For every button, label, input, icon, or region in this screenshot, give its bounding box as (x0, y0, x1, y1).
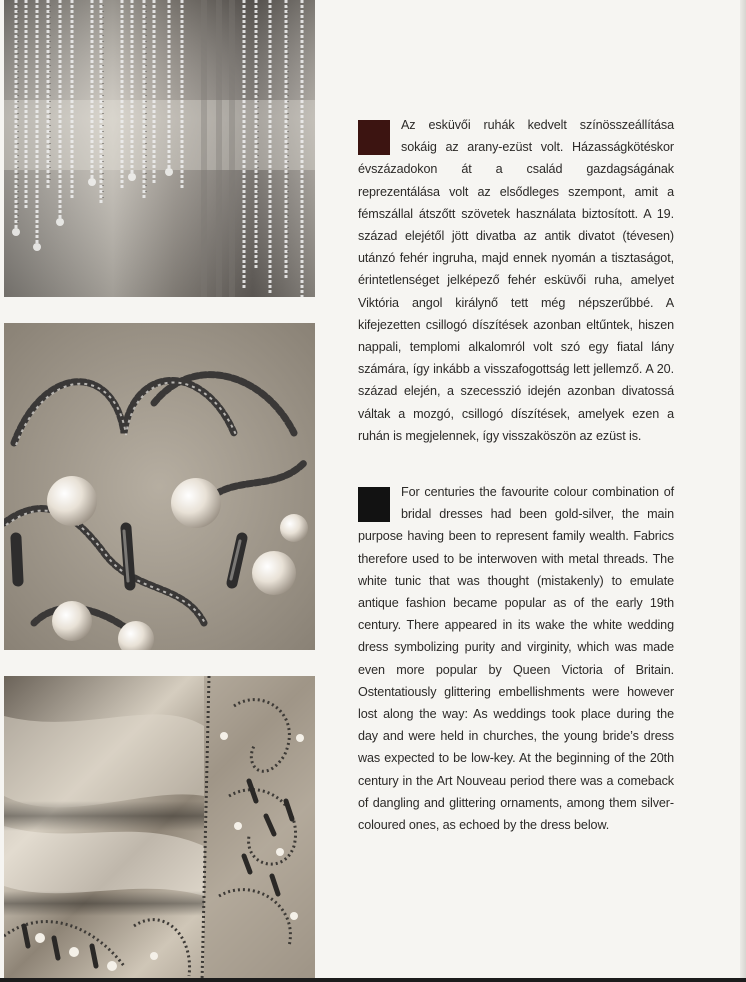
page-edge-shadow (740, 0, 746, 982)
english-paragraph: For centuries the favourite colour combination of bridal dresses had been gold-silver, the main purpose having been to represent family wealth. Fabrics therefore used to be interwoven with metal threads. The white tunic that was thought (mistakenly) to emulate antique fashion became popular as of the early 19th century. There appeared in its wake the white wedding dress symbolizing purity and virginity, which was made even more popular by Queen Victoria of Britain. Ostentatiously glittering embellishments were however lost along the way: As weddings took place during the day and were held in churches, the young bride’s dress was expected to be low-key. At the beginning of the 20th century in the Art Nouveau period there was a comeback of dangling and glittering ornaments, among them silver-coloured ones, as echoed by the dress below. (358, 485, 674, 833)
hungarian-paragraph: Az esküvői ruhák kedvelt színösszeállítása sokáig az arany-ezüst volt. Házasságkötéskor évszázadokon át a család gazdagságának reprezentálása volt az elsődleges szempont, amit a fémszállal átszőtt szövetek használata biztosított. A 19. század elejétől jött divatba az antik divatot (tévesen) utánzó fehér ingruha, majd ennek nyomán a tisztaságot, érintetlenséget jelképező fehér esküvői ruha, amelyet Viktória angol királynő tett még népszerűbbé. A kifejezetten csillogó díszítések azonban eltűntek, hiszen nappali, templomi alkalomról volt szó egy fiatal lány számára, így inkább a visszafogottság lett jellemző. A 20. század elején, a szecesszió idején azonban divatossá váltak a mozgó, csillogó díszítések, amelyek ezen a ruhán is megjelennek, így visszaköszön az ezüst is. (358, 118, 674, 443)
black-square-marker (358, 487, 390, 522)
pearl-embroidery-photo (4, 323, 315, 650)
page-bottom-edge (0, 978, 746, 982)
bead-fringe-photo (4, 0, 315, 297)
english-text-block (358, 481, 674, 836)
hungarian-text-block (358, 114, 674, 447)
satin-dress-detail-photo (4, 676, 315, 982)
dark-red-square-marker (358, 120, 390, 155)
